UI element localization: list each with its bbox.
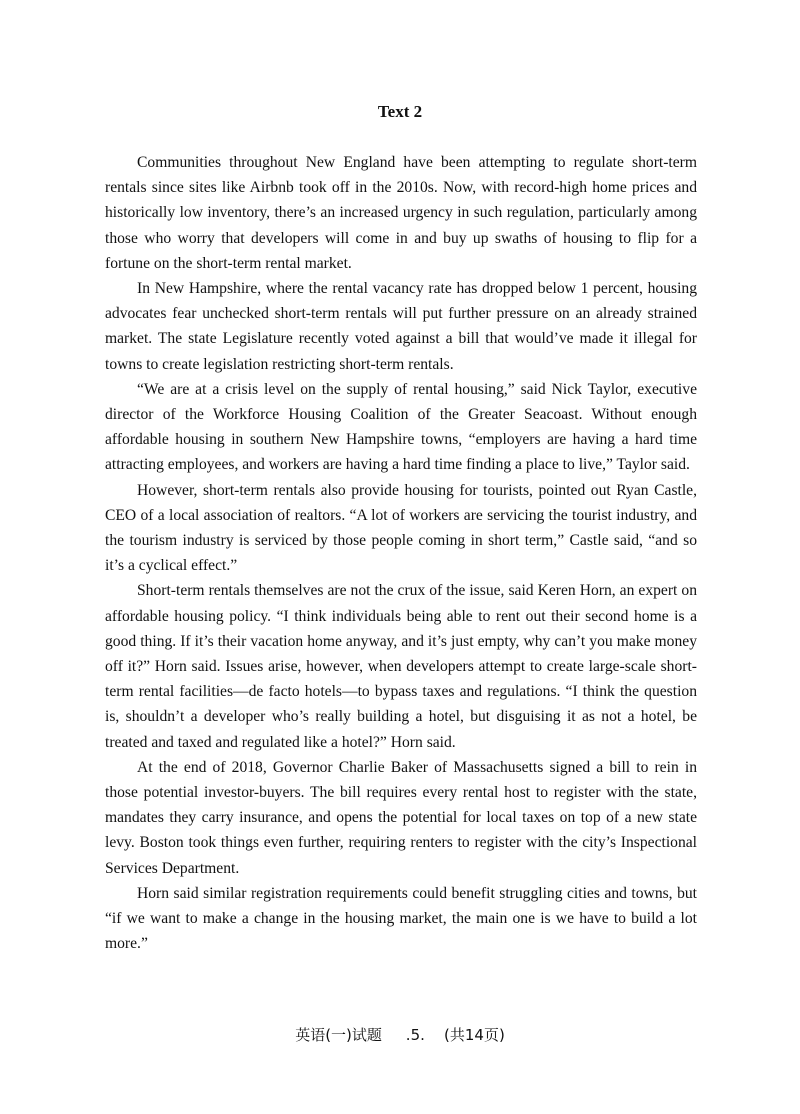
paragraph: However, short-term rentals also provide housing for tourists, pointed out Ryan Castle, CEO of a local association of realtors. “A lot of workers are servicing the tourist industry, and the tourism industry is serviced by those people coming in short term,” Castle said, “and so it’s a cyclical effect.”	[105, 481, 697, 575]
page-footer	[0, 1025, 800, 1045]
footer-total-pages: (共14页)	[444, 1026, 505, 1044]
paragraph: In New Hampshire, where the rental vacancy rate has dropped below 1 percent, housing advocates fear unchecked short-term rentals will put further pressure on an already strained market. The state Legislature recently voted against a bill that would’ve made it illegal for towns to create legislation restricting short-term rentals.	[105, 280, 697, 373]
footer-page-number: .5.	[405, 1026, 425, 1044]
paragraph: Short-term rentals themselves are not the crux of the issue, said Keren Horn, an expert on affordable housing policy. “I think individuals being able to rent out their second home is a good thing. If it’s their vacation home anyway, and it’s just empty, why can’t you make money off it?” Horn said. Issues arise, however, when developers attempt to create large-scale short-term rental facilities—de facto hotels—to bypass taxes and regulations. “I think the question is, shouldn’t a developer who’s really building a hotel, but disguising it as not a hotel, be treated and taxed and regulated like a hotel?” Horn said.	[105, 582, 697, 751]
paragraph: “We are at a crisis level on the supply of rental housing,” said Nick Taylor, executive director of the Workforce Housing Coalition of the Greater Seacoast. Without enough affordable housing in southern New Hampshire towns, “employers are having a hard time attracting employees, and workers are having a hard time finding a place to live,” Taylor said.	[105, 380, 697, 474]
text-title: Text 2	[377, 102, 423, 121]
paragraph: Horn said similar registration requirements could benefit struggling cities and towns, but “if we want to make a change in the housing market, the main one is we have to build a lot more.”	[105, 884, 697, 953]
article-body	[105, 150, 697, 957]
paragraph: Communities throughout New England have been attempting to regulate short-term rentals since sites like Airbnb took off in the 2010s. Now, with record-high home prices and historically low inventory, there’s an increased urgency in such regulation, particularly among those who worry that developers will come in and buy up swaths of housing to flip for a fortune on the short-term rental market.	[105, 154, 697, 272]
paragraph: At the end of 2018, Governor Charlie Baker of Massachusetts signed a bill to rein in those potential investor-buyers. The bill requires every rental host to register with the state, mandates they carry insurance, and opens the potential for local taxes on top of a new state levy. Boston took things even further, requiring renters to register with the city’s Inspectional Services Department.	[105, 758, 697, 877]
footer-subject: 英语(一)试题	[295, 1026, 382, 1044]
